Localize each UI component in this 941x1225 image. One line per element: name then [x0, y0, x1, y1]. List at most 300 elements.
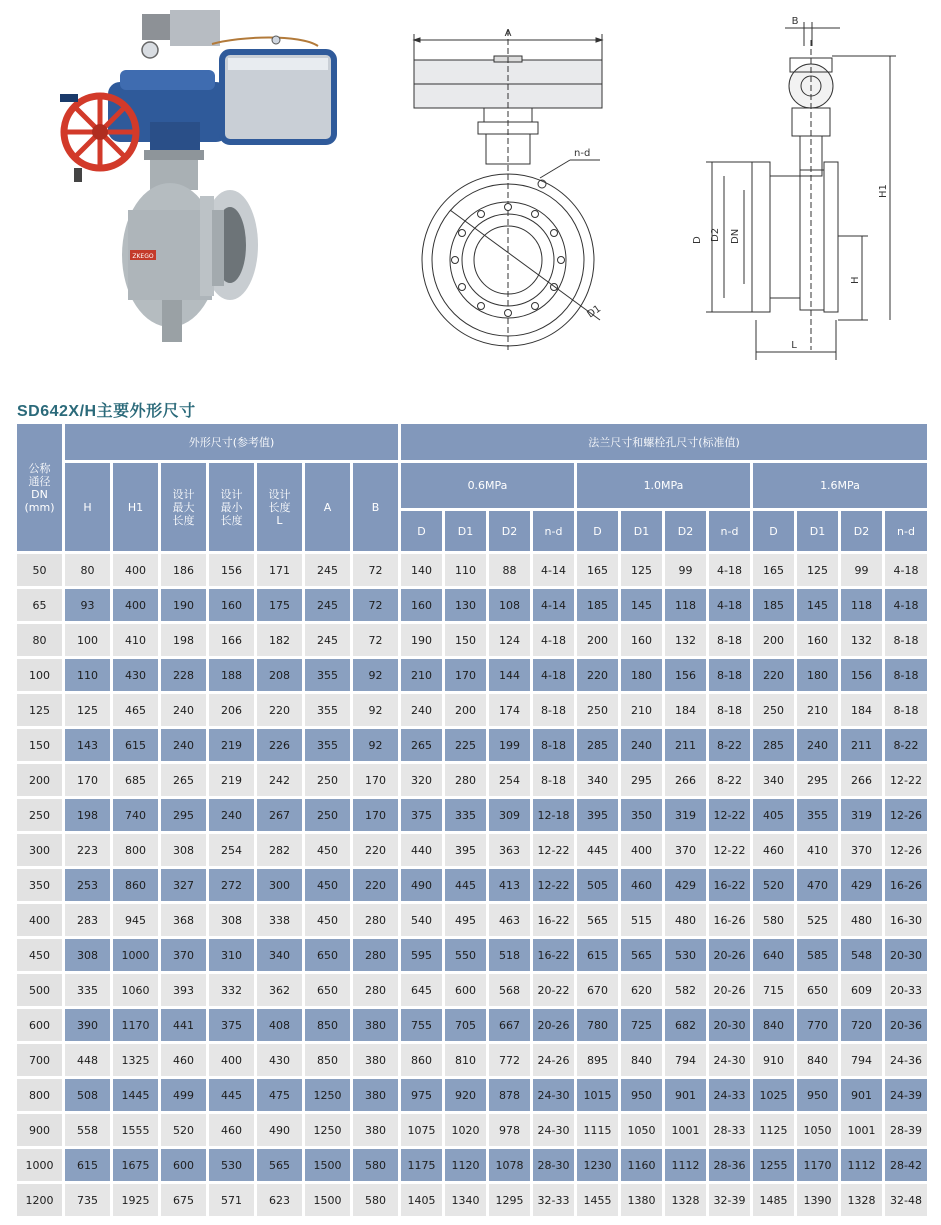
table-cell: 28-39 [885, 1114, 927, 1146]
table-cell-dn: 800 [17, 1079, 62, 1111]
table-cell: 4-18 [885, 589, 927, 621]
table-row [17, 729, 927, 761]
table-cell: 24-30 [533, 1079, 574, 1111]
table-cell: 28-36 [709, 1149, 750, 1181]
table-cell: 295 [161, 799, 206, 831]
table-cell: 390 [65, 1009, 110, 1041]
table-cell: 190 [401, 624, 442, 656]
table-cell: 1112 [665, 1149, 706, 1181]
table-cell: 363 [489, 834, 530, 866]
valve-photo [60, 10, 334, 342]
table-cell: 1112 [841, 1149, 882, 1181]
table-cell: 175 [257, 589, 302, 621]
table-cell: 595 [401, 939, 442, 971]
table-cell: 340 [753, 764, 794, 796]
table-row [17, 1079, 927, 1111]
front-view-drawing [414, 30, 602, 350]
table-cell: 32-39 [709, 1184, 750, 1216]
table-cell: 400 [113, 589, 158, 621]
table-cell: 199 [489, 729, 530, 761]
table-cell: 920 [445, 1079, 486, 1111]
table-cell: 640 [753, 939, 794, 971]
table-cell: 118 [665, 589, 706, 621]
table-cell: 355 [305, 694, 350, 726]
table-cell: 550 [445, 939, 486, 971]
header-nd: n-d [885, 511, 927, 551]
table-cell-dn: 450 [17, 939, 62, 971]
table-cell: 460 [209, 1114, 254, 1146]
table-cell: 1120 [445, 1149, 486, 1181]
table-cell: 450 [305, 834, 350, 866]
table-cell: 170 [353, 764, 398, 796]
table-cell: 1000 [113, 939, 158, 971]
table-cell: 240 [161, 729, 206, 761]
table-row [17, 764, 927, 796]
table-cell: 410 [797, 834, 838, 866]
table-cell: 380 [353, 1009, 398, 1041]
table-cell: 910 [753, 1044, 794, 1076]
table-cell: 1230 [577, 1149, 618, 1181]
table-cell: 12-26 [885, 834, 927, 866]
table-cell: 143 [65, 729, 110, 761]
table-cell: 450 [305, 904, 350, 936]
table-cell: 160 [797, 624, 838, 656]
table-cell: 132 [665, 624, 706, 656]
table-row [17, 1114, 927, 1146]
table-cell: 300 [257, 869, 302, 901]
table-cell: 93 [65, 589, 110, 621]
table-cell: 395 [445, 834, 486, 866]
table-cell: 308 [209, 904, 254, 936]
table-cell: 32-48 [885, 1184, 927, 1216]
table-cell: 1050 [621, 1114, 662, 1146]
table-cell: 240 [797, 729, 838, 761]
table-cell: 901 [841, 1079, 882, 1111]
table-cell: 645 [401, 974, 442, 1006]
table-cell: 558 [65, 1114, 110, 1146]
table-cell: 1390 [797, 1184, 838, 1216]
table-cell: 1001 [841, 1114, 882, 1146]
table-cell: 850 [305, 1009, 350, 1041]
table-cell: 408 [257, 1009, 302, 1041]
table-cell: 8-18 [709, 624, 750, 656]
valve-body-mark: ZKEGO [132, 253, 154, 260]
table-cell: 4-14 [533, 554, 574, 586]
table-cell: 794 [841, 1044, 882, 1076]
table-cell: 571 [209, 1184, 254, 1216]
table-cell: 144 [489, 659, 530, 691]
table-row [17, 869, 927, 901]
table-cell: 580 [353, 1184, 398, 1216]
table-cell: 210 [401, 659, 442, 691]
table-cell: 770 [797, 1009, 838, 1041]
table-cell: 150 [445, 624, 486, 656]
header-pressure-06: 0.6MPa [401, 463, 574, 508]
table-cell: 124 [489, 624, 530, 656]
table-cell: 210 [797, 694, 838, 726]
table-cell: 580 [353, 1149, 398, 1181]
table-cell: 508 [65, 1079, 110, 1111]
table-cell: 1125 [753, 1114, 794, 1146]
header-dn: 公称 通径 DN (mm) [17, 424, 62, 551]
header-nd: n-d [709, 511, 750, 551]
table-cell: 156 [841, 659, 882, 691]
table-cell: 200 [753, 624, 794, 656]
table-cell: 1380 [621, 1184, 662, 1216]
table-cell: 978 [489, 1114, 530, 1146]
table-cell: 20-26 [709, 939, 750, 971]
table-cell: 1455 [577, 1184, 618, 1216]
table-cell: 170 [353, 799, 398, 831]
table-cell: 355 [797, 799, 838, 831]
table-cell: 24-36 [885, 1044, 927, 1076]
table-cell: 440 [401, 834, 442, 866]
table-cell: 245 [305, 624, 350, 656]
table-cell: 520 [161, 1114, 206, 1146]
table-cell: 8-22 [885, 729, 927, 761]
table-row [17, 1149, 927, 1181]
table-cell: 975 [401, 1079, 442, 1111]
table-cell: 8-18 [885, 659, 927, 691]
table-cell: 32-33 [533, 1184, 574, 1216]
dim-label-b: B [791, 16, 799, 27]
table-cell: 620 [621, 974, 662, 1006]
table-cell: 184 [665, 694, 706, 726]
table-cell: 12-22 [885, 764, 927, 796]
table-cell-dn: 700 [17, 1044, 62, 1076]
table-cell: 340 [577, 764, 618, 796]
table-cell: 650 [305, 974, 350, 1006]
table-cell: 675 [161, 1184, 206, 1216]
table-cell: 24-30 [709, 1044, 750, 1076]
table-cell: 465 [113, 694, 158, 726]
header-a: A [305, 463, 350, 551]
table-cell-dn: 65 [17, 589, 62, 621]
header-d2: D2 [841, 511, 882, 551]
table-cell: 8-18 [533, 729, 574, 761]
table-cell: 840 [797, 1044, 838, 1076]
table-cell: 945 [113, 904, 158, 936]
table-cell: 755 [401, 1009, 442, 1041]
table-cell: 810 [445, 1044, 486, 1076]
header-d1: D1 [445, 511, 486, 551]
table-cell: 565 [577, 904, 618, 936]
table-cell: 340 [257, 939, 302, 971]
table-cell: 740 [113, 799, 158, 831]
table-cell: 1250 [305, 1079, 350, 1111]
table-cell: 240 [401, 694, 442, 726]
table-cell: 395 [577, 799, 618, 831]
table-cell: 20-30 [885, 939, 927, 971]
table-cell: 156 [209, 554, 254, 586]
header-group-flange: 法兰尺寸和螺栓孔尺寸(标准值) [401, 424, 927, 460]
table-cell: 4-18 [533, 624, 574, 656]
table-cell-dn: 600 [17, 1009, 62, 1041]
table-cell: 200 [577, 624, 618, 656]
table-cell: 242 [257, 764, 302, 796]
table-cell: 370 [161, 939, 206, 971]
table-cell: 615 [65, 1149, 110, 1181]
table-cell: 220 [353, 869, 398, 901]
table-cell: 8-18 [533, 694, 574, 726]
product-illustrations [0, 0, 941, 380]
table-cell: 1001 [665, 1114, 706, 1146]
table-cell: 220 [353, 834, 398, 866]
table-cell: 8-18 [885, 624, 927, 656]
table-cell: 28-30 [533, 1149, 574, 1181]
table-cell: 92 [353, 659, 398, 691]
table-cell: 250 [753, 694, 794, 726]
table-cell: 245 [305, 589, 350, 621]
table-cell: 4-14 [533, 589, 574, 621]
table-cell: 185 [753, 589, 794, 621]
header-min-length: 设计 最小 长度 [209, 463, 254, 551]
table-cell: 800 [113, 834, 158, 866]
header-d: D [753, 511, 794, 551]
table-cell: 285 [577, 729, 618, 761]
table-cell: 28-42 [885, 1149, 927, 1181]
table-cell-dn: 100 [17, 659, 62, 691]
table-cell: 8-22 [709, 764, 750, 796]
table-row [17, 834, 927, 866]
header-d: D [401, 511, 442, 551]
table-cell: 368 [161, 904, 206, 936]
table-cell: 8-18 [709, 694, 750, 726]
table-cell: 335 [445, 799, 486, 831]
table-cell: 8-18 [885, 694, 927, 726]
table-cell: 283 [65, 904, 110, 936]
table-cell: 327 [161, 869, 206, 901]
table-cell: 895 [577, 1044, 618, 1076]
table-cell: 600 [161, 1149, 206, 1181]
table-cell: 400 [621, 834, 662, 866]
table-cell: 735 [65, 1184, 110, 1216]
table-cell: 20-33 [885, 974, 927, 1006]
table-cell-dn: 250 [17, 799, 62, 831]
table-cell: 170 [445, 659, 486, 691]
table-cell: 245 [305, 554, 350, 586]
table-cell: 350 [621, 799, 662, 831]
table-cell: 580 [753, 904, 794, 936]
table-cell: 780 [577, 1009, 618, 1041]
table-cell: 72 [353, 554, 398, 586]
table-cell: 463 [489, 904, 530, 936]
table-cell: 850 [305, 1044, 350, 1076]
table-cell: 1115 [577, 1114, 618, 1146]
table-cell: 16-26 [885, 869, 927, 901]
table-cell: 309 [489, 799, 530, 831]
table-cell: 520 [753, 869, 794, 901]
table-cell: 165 [577, 554, 618, 586]
table-row [17, 659, 927, 691]
header-pressure-16: 1.6MPa [753, 463, 927, 508]
table-cell: 380 [353, 1079, 398, 1111]
table-cell: 1160 [621, 1149, 662, 1181]
table-cell: 16-22 [533, 939, 574, 971]
table-cell: 670 [577, 974, 618, 1006]
table-cell: 267 [257, 799, 302, 831]
table-cell: 1255 [753, 1149, 794, 1181]
table-cell: 1675 [113, 1149, 158, 1181]
table-cell: 4-18 [533, 659, 574, 691]
table-cell: 1170 [797, 1149, 838, 1181]
table-cell: 208 [257, 659, 302, 691]
table-row [17, 799, 927, 831]
table-cell: 445 [209, 1079, 254, 1111]
table-cell: 140 [401, 554, 442, 586]
table-cell: 180 [621, 659, 662, 691]
table-cell: 1175 [401, 1149, 442, 1181]
table-cell: 110 [65, 659, 110, 691]
table-cell: 240 [209, 799, 254, 831]
table-cell: 441 [161, 1009, 206, 1041]
table-cell: 335 [65, 974, 110, 1006]
table-cell: 295 [797, 764, 838, 796]
table-cell: 460 [753, 834, 794, 866]
table-cell: 12-22 [709, 834, 750, 866]
table-cell: 1025 [753, 1079, 794, 1111]
table-cell: 495 [445, 904, 486, 936]
table-cell: 1500 [305, 1184, 350, 1216]
table-cell: 445 [577, 834, 618, 866]
table-cell: 211 [841, 729, 882, 761]
table-cell: 1078 [489, 1149, 530, 1181]
table-cell-dn: 200 [17, 764, 62, 796]
table-cell: 518 [489, 939, 530, 971]
table-cell: 475 [257, 1079, 302, 1111]
table-cell: 228 [161, 659, 206, 691]
table-cell: 24-26 [533, 1044, 574, 1076]
table-cell: 901 [665, 1079, 706, 1111]
table-cell: 20-26 [533, 1009, 574, 1041]
table-cell: 480 [841, 904, 882, 936]
table-cell: 445 [445, 869, 486, 901]
table-cell: 460 [621, 869, 662, 901]
table-cell: 4-18 [709, 589, 750, 621]
table-cell: 430 [113, 659, 158, 691]
table-cell: 92 [353, 729, 398, 761]
table-cell: 16-30 [885, 904, 927, 936]
table-cell: 490 [401, 869, 442, 901]
table-cell: 1925 [113, 1184, 158, 1216]
table-cell: 12-22 [533, 869, 574, 901]
header-design-length: 设计 长度 L [257, 463, 302, 551]
table-cell: 375 [401, 799, 442, 831]
table-cell: 4-18 [709, 554, 750, 586]
header-d: D [577, 511, 618, 551]
table-cell: 1170 [113, 1009, 158, 1041]
table-cell: 186 [161, 554, 206, 586]
table-cell: 380 [353, 1044, 398, 1076]
table-cell: 685 [113, 764, 158, 796]
table-cell: 250 [305, 764, 350, 796]
table-cell: 1075 [401, 1114, 442, 1146]
table-cell: 240 [621, 729, 662, 761]
dim-label-d1: D1 [585, 303, 604, 321]
table-cell: 92 [353, 694, 398, 726]
table-cell: 250 [577, 694, 618, 726]
table-row [17, 904, 927, 936]
table-cell-dn: 400 [17, 904, 62, 936]
header-d1: D1 [621, 511, 662, 551]
table-cell: 110 [445, 554, 486, 586]
table-cell: 1340 [445, 1184, 486, 1216]
table-row [17, 1184, 927, 1216]
table-cell: 160 [401, 589, 442, 621]
table-cell: 253 [65, 869, 110, 901]
table-cell: 393 [161, 974, 206, 1006]
table-cell: 206 [209, 694, 254, 726]
table-cell-dn: 900 [17, 1114, 62, 1146]
table-cell: 370 [665, 834, 706, 866]
table-cell: 540 [401, 904, 442, 936]
table-cell: 370 [841, 834, 882, 866]
table-cell: 499 [161, 1079, 206, 1111]
table-cell: 219 [209, 729, 254, 761]
table-cell: 429 [665, 869, 706, 901]
table-cell: 448 [65, 1044, 110, 1076]
table-cell: 223 [65, 834, 110, 866]
table-cell: 200 [445, 694, 486, 726]
table-cell: 362 [257, 974, 302, 1006]
table-cell: 80 [65, 554, 110, 586]
dim-label-h: H [850, 276, 861, 284]
table-cell: 184 [841, 694, 882, 726]
table-cell: 185 [577, 589, 618, 621]
table-cell: 8-22 [709, 729, 750, 761]
table-cell: 1020 [445, 1114, 486, 1146]
table-cell: 585 [797, 939, 838, 971]
table-row [17, 694, 927, 726]
table-cell: 265 [161, 764, 206, 796]
table-cell: 548 [841, 939, 882, 971]
table-cell: 12-26 [885, 799, 927, 831]
table-cell: 266 [665, 764, 706, 796]
table-cell: 188 [209, 659, 254, 691]
table-cell: 220 [753, 659, 794, 691]
table-cell: 794 [665, 1044, 706, 1076]
table-cell: 265 [401, 729, 442, 761]
table-cell: 332 [209, 974, 254, 1006]
table-cell: 470 [797, 869, 838, 901]
table-cell: 8-18 [533, 764, 574, 796]
table-cell: 725 [621, 1009, 662, 1041]
table-cell: 24-39 [885, 1079, 927, 1111]
table-cell: 8-18 [709, 659, 750, 691]
table-cell: 319 [665, 799, 706, 831]
table-cell-dn: 80 [17, 624, 62, 656]
table-cell: 950 [797, 1079, 838, 1111]
table-cell-dn: 50 [17, 554, 62, 586]
table-cell: 16-22 [709, 869, 750, 901]
table-cell: 1485 [753, 1184, 794, 1216]
header-h: H [65, 463, 110, 551]
table-cell: 338 [257, 904, 302, 936]
table-cell: 1295 [489, 1184, 530, 1216]
table-cell: 170 [65, 764, 110, 796]
header-max-length: 设计 最大 长度 [161, 463, 206, 551]
table-cell: 1328 [665, 1184, 706, 1216]
table-cell: 20-30 [709, 1009, 750, 1041]
table-cell: 429 [841, 869, 882, 901]
table-cell: 174 [489, 694, 530, 726]
table-cell: 1325 [113, 1044, 158, 1076]
table-cell: 1050 [797, 1114, 838, 1146]
table-cell: 282 [257, 834, 302, 866]
table-cell: 125 [621, 554, 662, 586]
table-cell: 130 [445, 589, 486, 621]
table-cell-dn: 350 [17, 869, 62, 901]
